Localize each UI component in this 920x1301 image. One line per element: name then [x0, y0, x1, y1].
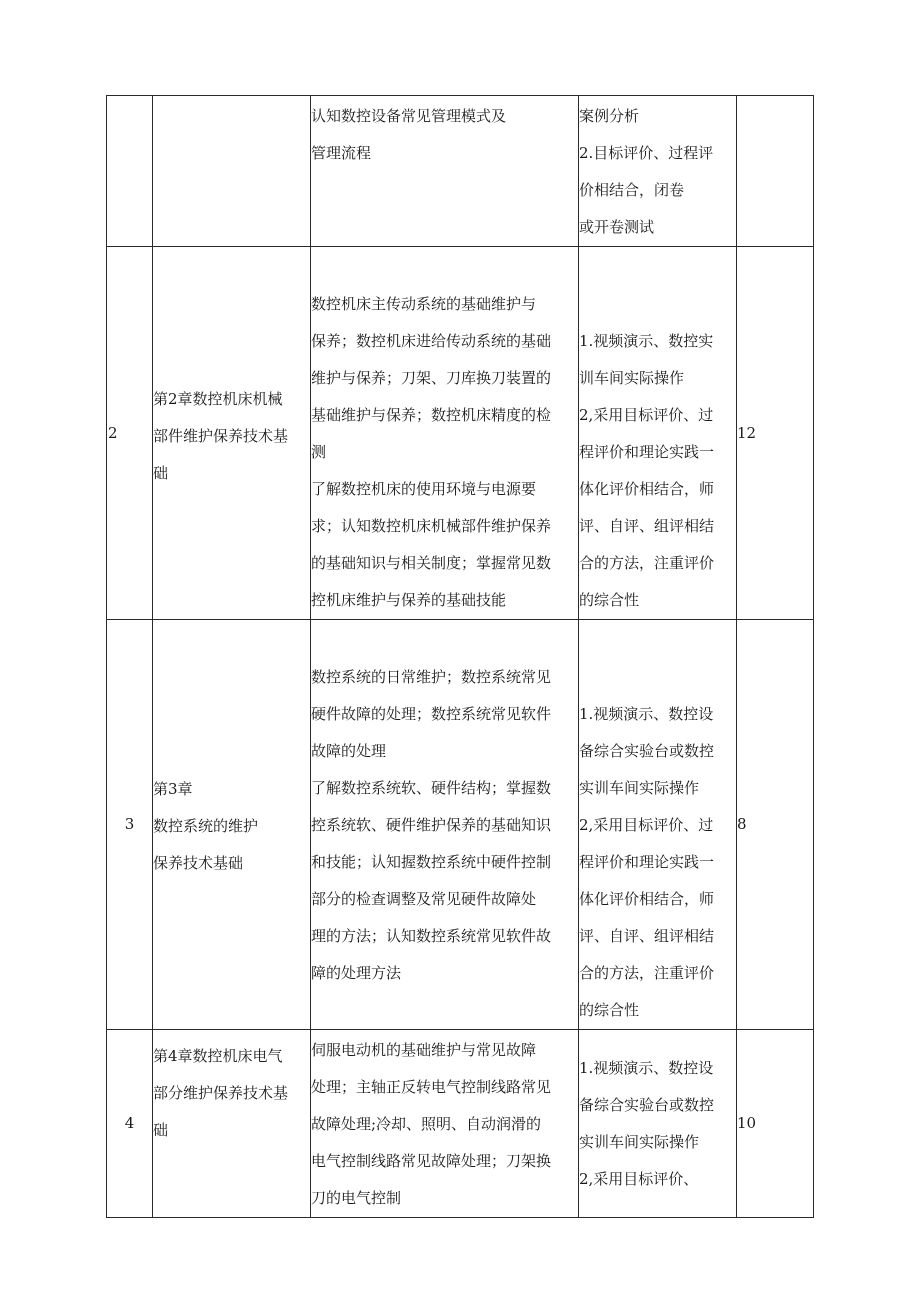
- hours-cell: [737, 247, 814, 620]
- hours-cell: [737, 1030, 814, 1218]
- method-cell: [579, 96, 737, 247]
- chapter-cell: [153, 247, 311, 620]
- content-cell: [311, 1030, 579, 1218]
- chapter-cell: [153, 1030, 311, 1218]
- content-text: 数控机床主传动系统的基础维护与 保养；数控机床进给传动系统的基础 维护与保养；刀架、刀库换刀装置的 基础维护与保养；数控机床精度的检 测 了解数控机床的使用环境与电源要 求；认知数控机床机械部件维护保养 的基础知识与相关制度；掌握常见数 控机床维护与保养的基础技能: [311, 295, 552, 609]
- table-row: [107, 96, 814, 247]
- chapter-text: 第4章数控机床电气 部分维护保养技术基 础: [153, 1047, 289, 1139]
- row-number-cell: [107, 620, 153, 1030]
- table-row: [107, 247, 814, 620]
- hours-cell: [737, 620, 814, 1030]
- table-row: [107, 620, 814, 1030]
- method-text: 1.视频演示、数控设 备综合实验台或数控 实训车间实际操作 2,采用目标评价、过 程评价和理论实践一 体化评价相结合，师 评、自评、组评相结 合的方法，注重评价 的综合性: [579, 705, 715, 1019]
- chapter-text: 第2章数控机床机械 部件维护保养技术基 础: [153, 389, 289, 482]
- row-number: 3: [124, 815, 135, 833]
- content-cell: [311, 96, 579, 247]
- method-text: 案例分析 2.目标评价、过程评 价相结合，闭卷 或开卷测试: [579, 107, 714, 236]
- row-number: 2: [108, 423, 118, 442]
- course-table: [106, 95, 814, 1218]
- row-number-cell: [107, 96, 153, 247]
- method-cell: [579, 1030, 737, 1218]
- method-cell: [579, 620, 737, 1030]
- chapter-cell: [153, 96, 311, 247]
- content-text: 认知数控设备常见管理模式及 管理流程: [311, 107, 507, 162]
- row-number: 4: [124, 1114, 135, 1132]
- hours-text: 10: [737, 1114, 757, 1132]
- table-row: [107, 1030, 814, 1218]
- method-text: 1.视频演示、数控设 备综合实验台或数控 实训车间实际操作 2,采用目标评价、: [579, 1059, 715, 1188]
- content-text: 数控系统的日常维护；数控系统常见 硬件故障的处理；数控系统常见软件 故障的处理 了解数控系统软、硬件结构；掌握数 控系统软、硬件维护保养的基础知识 和技能；认知握数控系统中硬件控制 部分的检查调整及常见硬件故障处 理的方法；认知数控系统常见软件故 障的处理方法: [311, 668, 552, 982]
- method-cell: [579, 247, 737, 620]
- method-text: 1.视频演示、数控实 训车间实际操作 2,采用目标评价、过 程评价和理论实践一 体化评价相结合，师 评、自评、组评相结 合的方法，注重评价 的综合性: [579, 332, 715, 609]
- content-cell: [311, 247, 579, 620]
- hours-cell: [737, 96, 814, 247]
- chapter-text: 第3章 数控系统的维护 保养技术基础: [153, 780, 259, 872]
- row-number-cell: [107, 1030, 153, 1218]
- content-cell: [311, 620, 579, 1030]
- hours-text: 8: [737, 815, 747, 833]
- row-number-cell: [107, 247, 153, 620]
- content-text: 伺服电动机的基础维护与常见故障 处理；主轴正反转电气控制线路常见 故障处理;冷却、照明、自动润滑的 电气控制线路常见故障处理；刀架换 刀的电气控制: [311, 1041, 552, 1207]
- hours-text: 12: [737, 423, 757, 442]
- chapter-cell: [153, 620, 311, 1030]
